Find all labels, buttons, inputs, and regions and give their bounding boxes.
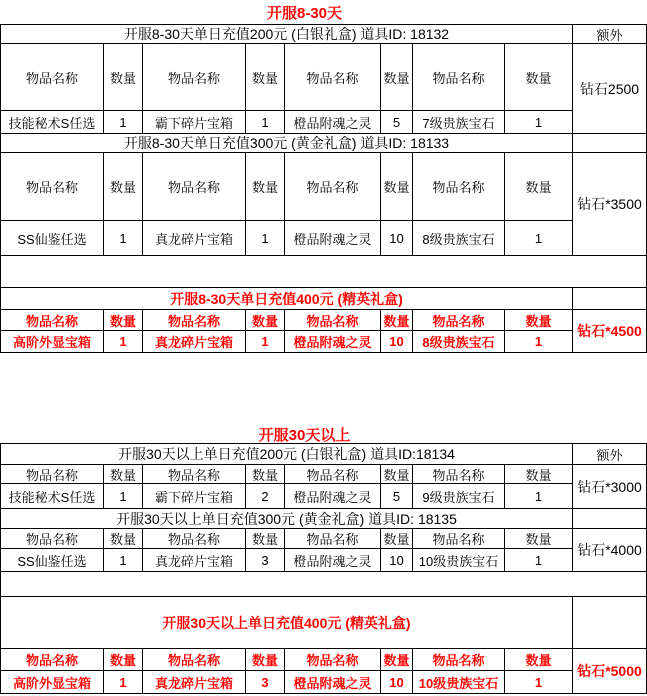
gap-cell	[1, 256, 646, 287]
col-header-item-cell: 物品名称	[143, 310, 245, 330]
extra-reward-cell: 钻石*3000	[573, 465, 646, 508]
subsection-header-cell: 开服30天以上单日充值200元 (白银礼盒) 道具ID:18134	[1, 444, 572, 464]
item-qty-cell: 10	[381, 221, 412, 255]
col-header-item-cell: 物品名称	[413, 44, 504, 110]
item-qty-cell: 5	[381, 111, 412, 133]
col-header-qty-cell: 数量	[381, 153, 412, 220]
item-name-cell: 橙品附魂之灵	[285, 221, 380, 255]
col-header-item-cell: 物品名称	[1, 529, 103, 548]
col-header-item-cell: 物品名称	[285, 649, 380, 670]
col-header-item-cell: 物品名称	[285, 465, 380, 483]
item-name-cell: 9级贵族宝石	[413, 484, 504, 508]
col-header-item-cell: 物品名称	[1, 310, 103, 330]
empty-extra-cell	[573, 509, 646, 528]
section-title: 开服8-30天	[266, 4, 343, 22]
col-header-item-cell: 物品名称	[1, 649, 103, 670]
reward-table	[0, 24, 647, 353]
col-header-qty-cell: 数量	[381, 529, 412, 548]
col-header-item-cell: 物品名称	[285, 44, 380, 110]
item-qty-cell: 5	[381, 484, 412, 508]
item-name-cell: 橙品附魂之灵	[285, 331, 380, 352]
item-qty-cell: 1	[505, 331, 572, 352]
reward-table	[0, 443, 647, 694]
item-name-cell: 高阶外显宝箱	[1, 671, 103, 693]
item-name-cell: 霸下碎片宝箱	[143, 484, 245, 508]
extra-reward-cell: 钻石*5000	[573, 649, 646, 693]
col-header-qty-cell: 数量	[381, 44, 412, 110]
col-header-qty-cell: 数量	[104, 465, 142, 483]
col-header-item-cell: 物品名称	[1, 44, 103, 110]
col-header-qty-cell: 数量	[246, 44, 284, 110]
extra-reward-cell: 钻石*4500	[573, 310, 646, 352]
subsection-header-cell: 开服30天以上单日充值300元 (黄金礼盒) 道具ID: 18135	[1, 509, 572, 528]
item-qty-cell: 1	[104, 331, 142, 352]
subsection-header-cell: 开服8-30天单日充值200元 (白银礼盒) 道具ID: 18132	[1, 25, 572, 43]
item-qty-cell: 1	[505, 549, 572, 571]
col-header-item-cell: 物品名称	[143, 153, 245, 220]
col-header-qty-cell: 数量	[104, 153, 142, 220]
item-name-cell: 真龙碎片宝箱	[143, 549, 245, 571]
col-header-item-cell: 物品名称	[143, 529, 245, 548]
col-header-qty-cell: 数量	[246, 465, 284, 483]
col-header-item-cell: 物品名称	[1, 153, 103, 220]
item-qty-cell: 1	[505, 484, 572, 508]
col-header-item-cell: 物品名称	[143, 465, 245, 483]
extra-header-cell: 额外	[573, 444, 646, 464]
item-name-cell: 真龙碎片宝箱	[143, 331, 245, 352]
subsection-header-cell: 开服30天以上单日充值400元 (精英礼盒)	[1, 597, 572, 648]
col-header-qty-cell: 数量	[381, 310, 412, 330]
gap-cell	[1, 572, 646, 596]
col-header-qty-cell: 数量	[505, 310, 572, 330]
col-header-item-cell: 物品名称	[413, 310, 504, 330]
item-name-cell: 8级贵族宝石	[413, 221, 504, 255]
col-header-qty-cell: 数量	[505, 153, 572, 220]
item-name-cell: 高阶外显宝箱	[1, 331, 103, 352]
item-name-cell: 技能秘术S任选	[1, 484, 103, 508]
col-header-qty-cell: 数量	[505, 44, 572, 110]
subsection-header-cell: 开服8-30天单日充值300元 (黄金礼盒) 道具ID: 18133	[1, 134, 572, 152]
col-header-qty-cell: 数量	[505, 465, 572, 483]
extra-header-cell: 额外	[573, 25, 646, 43]
item-qty-cell: 1	[505, 111, 572, 133]
item-name-cell: 真龙碎片宝箱	[143, 221, 245, 255]
col-header-item-cell: 物品名称	[413, 649, 504, 670]
col-header-qty-cell: 数量	[246, 310, 284, 330]
item-qty-cell: 3	[246, 549, 284, 571]
extra-reward-cell: 钻石*4000	[573, 529, 646, 571]
item-qty-cell: 3	[246, 671, 284, 693]
item-name-cell: 真龙碎片宝箱	[143, 671, 245, 693]
empty-extra-cell	[573, 288, 646, 309]
col-header-qty-cell: 数量	[505, 649, 572, 670]
col-header-qty-cell: 数量	[381, 649, 412, 670]
col-header-qty-cell: 数量	[104, 529, 142, 548]
item-name-cell: 橙品附魂之灵	[285, 111, 380, 133]
item-name-cell: 10级贵族宝石	[413, 549, 504, 571]
item-qty-cell: 2	[246, 484, 284, 508]
item-name-cell: 7级贵族宝石	[413, 111, 504, 133]
col-header-qty-cell: 数量	[104, 649, 142, 670]
subsection-header-cell: 开服8-30天单日充值400元 (精英礼盒)	[1, 288, 572, 309]
item-qty-cell: 1	[104, 111, 142, 133]
col-header-item-cell: 物品名称	[285, 153, 380, 220]
col-header-item-cell: 物品名称	[285, 310, 380, 330]
item-qty-cell: 1	[246, 221, 284, 255]
item-qty-cell: 1	[505, 671, 572, 693]
item-qty-cell: 1	[104, 671, 142, 693]
col-header-item-cell: 物品名称	[1, 465, 103, 483]
item-qty-cell: 1	[104, 484, 142, 508]
col-header-item-cell: 物品名称	[413, 529, 504, 548]
item-qty-cell: 10	[381, 549, 412, 571]
col-header-qty-cell: 数量	[246, 529, 284, 548]
empty-extra-cell	[573, 134, 646, 152]
item-name-cell: 霸下碎片宝箱	[143, 111, 245, 133]
empty-extra-cell	[573, 597, 646, 648]
item-name-cell: 10级贵族宝石	[413, 671, 504, 693]
item-qty-cell: 1	[246, 111, 284, 133]
extra-reward-cell: 钻石*3500	[573, 153, 646, 255]
col-header-qty-cell: 数量	[381, 465, 412, 483]
col-header-item-cell: 物品名称	[285, 529, 380, 548]
col-header-item-cell: 物品名称	[143, 44, 245, 110]
col-header-item-cell: 物品名称	[143, 649, 245, 670]
extra-reward-cell: 钻石2500	[573, 44, 646, 133]
section-title: 开服30天以上	[258, 426, 351, 444]
item-qty-cell: 1	[104, 549, 142, 571]
col-header-item-cell: 物品名称	[413, 465, 504, 483]
item-name-cell: 8级贵族宝石	[413, 331, 504, 352]
col-header-qty-cell: 数量	[505, 529, 572, 548]
item-name-cell: 橙品附魂之灵	[285, 549, 380, 571]
item-name-cell: 橙品附魂之灵	[285, 484, 380, 508]
item-qty-cell: 1	[104, 221, 142, 255]
item-qty-cell: 1	[246, 331, 284, 352]
section-spacer	[0, 353, 647, 425]
col-header-qty-cell: 数量	[246, 153, 284, 220]
item-qty-cell: 1	[505, 221, 572, 255]
col-header-qty-cell: 数量	[104, 310, 142, 330]
item-qty-cell: 10	[381, 331, 412, 352]
item-qty-cell: 10	[381, 671, 412, 693]
item-name-cell: 橙品附魂之灵	[285, 671, 380, 693]
item-name-cell: SS仙鉴任选	[1, 549, 103, 571]
item-name-cell: 技能秘术S任选	[1, 111, 103, 133]
item-name-cell: SS仙鉴任选	[1, 221, 103, 255]
col-header-qty-cell: 数量	[246, 649, 284, 670]
col-header-qty-cell: 数量	[104, 44, 142, 110]
col-header-item-cell: 物品名称	[413, 153, 504, 220]
